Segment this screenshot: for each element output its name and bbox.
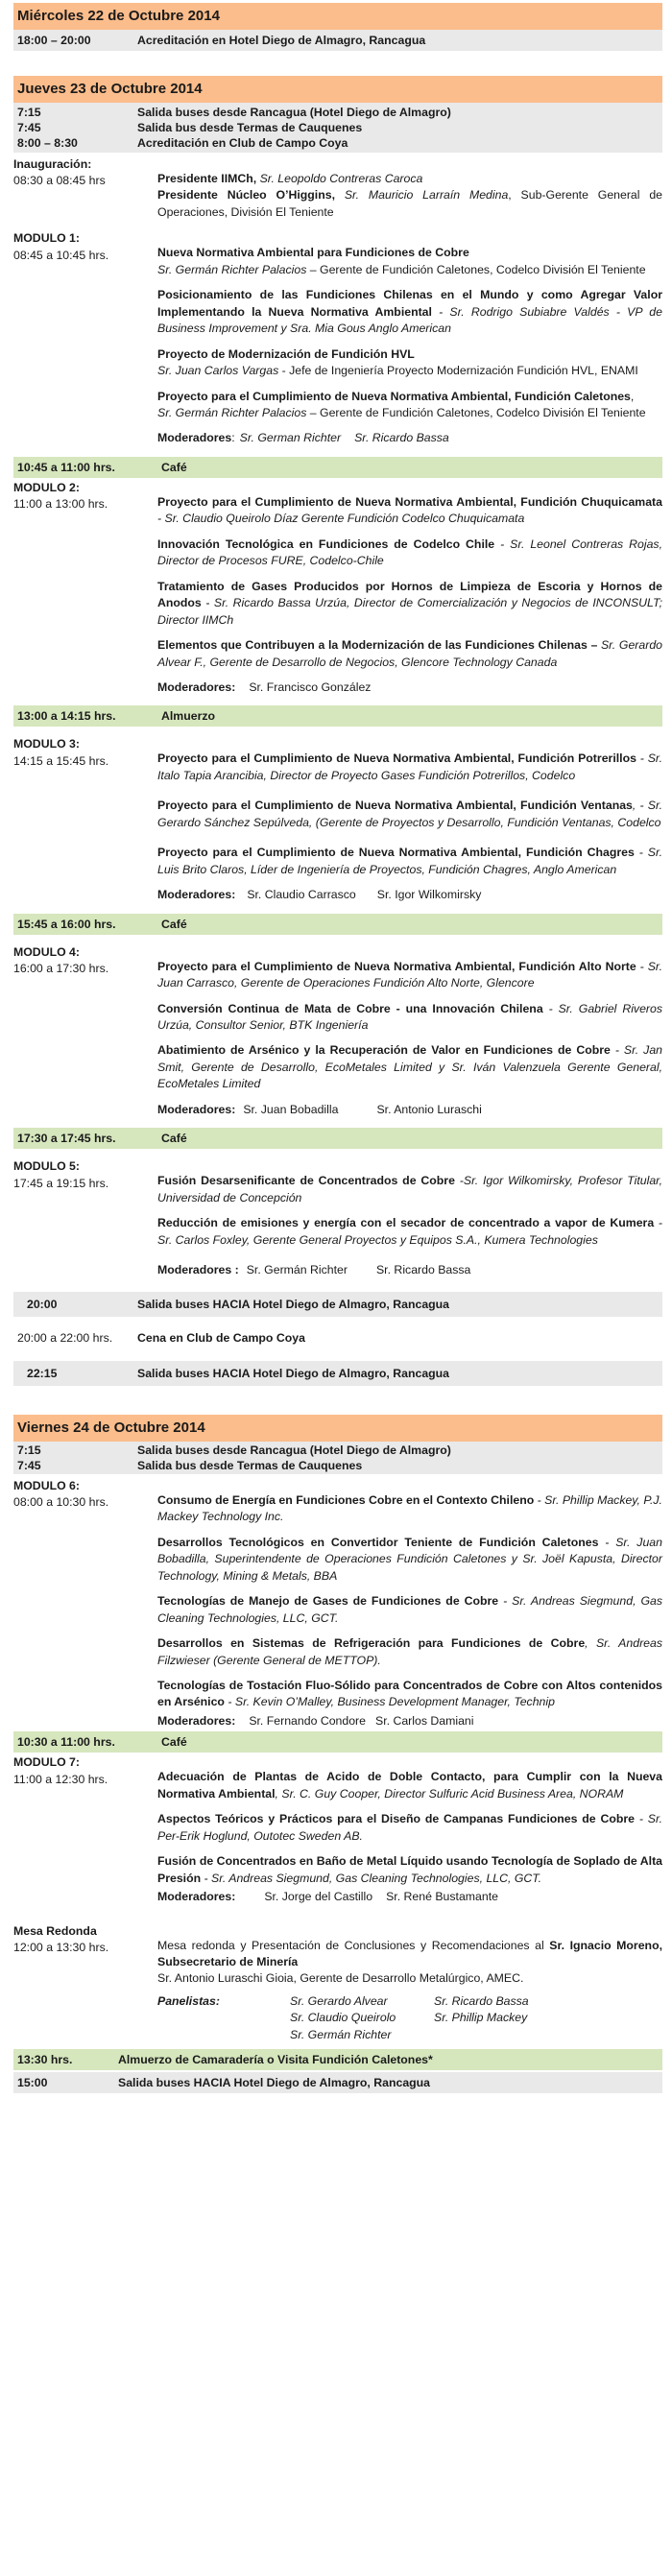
- logistics-row: 8:00 – 8:30 Acreditación en Club de Campo Coya: [17, 136, 348, 150]
- day-header-wednesday: Miércoles 22 de Octubre 2014: [13, 3, 662, 30]
- talk-item: Fusión de Concentrados en Baño de Metal Líquido usando Tecnología de Soplado de Alta Presión - Sr. Andreas Siegmund, Gas Cleaning Technologies, LLC, GCT.: [157, 1854, 662, 1885]
- moderators-row: Moderadores: Sr. Claudio Carrasco Sr. Igor Wilkomirsky: [157, 888, 482, 902]
- talk-item: Innovación Tecnológica en Fundiciones de Codelco Chile - Sr. Leonel Contreras Rojas, Director de Procesos FURE, Codelco-Chile: [157, 537, 662, 568]
- inauguration-item: Presidente Núcleo O’Higgins, Sr. Mauricio Larraín Medina, Sub-Gerente General de Operaciones, División El Teniente: [157, 188, 662, 219]
- module-inauguracion: [13, 156, 662, 221]
- module-1: [13, 230, 662, 451]
- module-label: MODULO 7:: [13, 1755, 80, 1770]
- talk-item: Proyecto para el Cumplimiento de Nueva Normativa Ambiental, Fundición Alto Norte - Sr. Juan Carrasco, Gerente de Operaciones Fundición Alto Norte, Glencore: [157, 959, 662, 990]
- module-label: MODULO 4:: [13, 944, 80, 959]
- module-label: MODULO 3:: [13, 737, 80, 751]
- talk-item: Posicionamiento de las Fundiciones Chilenas en el Mundo y como Agregar Valor Implementando la Nueva Normativa Ambiental - Sr. Rodrigo Subiabre Valdés - VP de Business Improvement y Sra. Mia Gous Anglo American: [157, 288, 662, 336]
- moderators-row: Moderadores : Sr. German Richter Sr. Ricardo Bassa: [157, 431, 449, 445]
- talk-item: Proyecto para el Cumplimiento de Nueva Normativa Ambiental, Fundición Chuquicamata - Sr. Claudio Queirolo Díaz Gerente Fundición Codelco Chuquicamata: [157, 494, 662, 526]
- logistics-row: 7:15 Salida buses desde Rancagua (Hotel Diego de Almagro): [17, 106, 451, 119]
- module-time: 17:45 a 19:15 hrs.: [13, 1176, 109, 1190]
- module-time: 11:00 a 12:30 hrs.: [13, 1772, 108, 1786]
- module-time: 08:00 a 10:30 hrs.: [13, 1495, 109, 1510]
- talk-item: Tecnologías de Tostación Fluo-Sólido para Concentrados de Cobre con Altos contenidos en Arsénico - Sr. Kevin O’Malley, Business Development Manager, Technip: [157, 1679, 662, 1709]
- round-table-host: Sr. Antonio Luraschi Gioia, Gerente de Desarrollo Metalúrgico, AMEC.: [157, 1971, 524, 1986]
- talk-item: Proyecto de Modernización de Fundición HVL Sr. Juan Carlos Vargas - Jefe de Ingeniería Proyecto Modernización Fundición HVL, ENAMI: [157, 346, 638, 378]
- module-4: [13, 944, 662, 1123]
- round-table: [13, 1923, 662, 2044]
- coffee-break-row: 10:45 a 11:00 hrs. Café: [13, 457, 662, 478]
- talk-item: Conversión Continua de Mata de Cobre - una Innovación Chilena - Sr. Gabriel Riveros Urzúa, Consultor Senior, BTK Ingeniería: [157, 1001, 662, 1032]
- talk-item: Tecnologías de Manejo de Gases de Fundiciones de Cobre - Sr. Andreas Siegmund, Gas Cleaning Technologies, LLC, GCT.: [157, 1594, 662, 1625]
- talk-item: Proyecto para el Cumplimiento de Nueva Normativa Ambiental, Fundición Caletones, Sr. Germán Richter Palacios – Gerente de Fundición Caletones, Codelco División El Teniente: [157, 389, 646, 419]
- talk-item: Adecuación de Plantas de Acido de Doble Contacto, para Cumplir con la Nueva Normativa Ambiental, Sr. C. Guy Cooper, Director Sulfuric Acid Business Area, NORAM: [157, 1770, 662, 1801]
- bus-departure-row: 20:00 Salida buses HACIA Hotel Diego de Almagro, Rancagua: [13, 1292, 662, 1317]
- talk-item: Proyecto para el Cumplimiento de Nueva Normativa Ambiental, Fundición Potrerillos - Sr. Italo Tapia Arancibia, Director de Proyecto Gases Fundición Potrerillos, Codelco: [157, 751, 662, 782]
- lunch-row: 13:00 a 14:15 hrs. Almuerzo: [13, 705, 662, 727]
- talk-item: Aspectos Teóricos y Prácticos para el Diseño de Campanas Fundiciones de Cobre - Sr. Per-Erik Hoglund, Outotec Sweden AB.: [157, 1812, 662, 1843]
- logistics-row: 7:45 Salida bus desde Termas de Cauquenes: [17, 121, 363, 134]
- talk-item: Consumo de Energía en Fundiciones Cobre en el Contexto Chileno - Sr. Phillip Mackey, P.J. Mackey Technology Inc.: [157, 1492, 662, 1524]
- module-time: 11:00 a 13:00 hrs.: [13, 497, 108, 512]
- row-text: Acreditación en Hotel Diego de Almagro, Rancagua: [137, 34, 426, 47]
- module-3: [13, 736, 662, 907]
- bus-departure-row: 22:15 Salida buses HACIA Hotel Diego de Almagro, Rancagua: [13, 1361, 662, 1386]
- coffee-break-row: 17:30 a 17:45 hrs. Café: [13, 1128, 662, 1149]
- panelists-block: Panelistas: Sr. Gerardo Alvear Sr. Claudio Queirolo Sr. Germán Richter Sr. Ricardo Bassa Sr. Phillip Mackey: [157, 1993, 529, 2041]
- module-time: 08:30 a 08:45 hrs: [13, 174, 106, 188]
- talk-item: Reducción de emisiones y energía con el secador de concentrado a vapor de Kumera - Sr. Carlos Foxley, Gerente General Proyectos y Equipos S.A., Kumera Technologies: [157, 1216, 662, 1247]
- module-label: Inauguración:: [13, 157, 92, 171]
- dinner-row: 20:00 a 22:00 hrs. Cena en Club de Campo Coya: [17, 1331, 305, 1346]
- talk-item: Elementos que Contribuyen a la Modernización de las Fundiciones Chilenas – Sr. Gerardo Alvear F., Gerente de Desarrollo de Negocios, Glencore Technology Canada: [157, 638, 663, 669]
- logistics-row: 7:45 Salida bus desde Termas de Cauquenes: [17, 1458, 363, 1472]
- day-header-friday: Viernes 24 de Octubre 2014: [13, 1415, 662, 1442]
- round-table-text: Mesa redonda y Presentación de Conclusiones y Recomendaciones al Sr. Ignacio Moreno, Subsecretario de Minería: [157, 1938, 662, 1968]
- moderators-row: Moderadores: Sr. Francisco González: [157, 680, 372, 694]
- talk-item: Abatimiento de Arsénico y la Recuperación de Valor en Fundiciones de Cobre - Sr. Jan Smit, Gerente de Desarrollo, EcoMetales Limited y Sr. Iván Valenzuela Gerente General, EcoMetales Limited: [157, 1043, 663, 1091]
- coffee-break-row: 15:45 a 16:00 hrs. Café: [13, 914, 662, 935]
- module-label: Mesa Redonda: [13, 1923, 97, 1938]
- logistics-row: 7:15 Salida buses desde Rancagua (Hotel Diego de Almagro): [17, 1443, 451, 1457]
- module-time: 16:00 a 17:30 hrs.: [13, 962, 109, 976]
- module-7: [13, 1754, 662, 1909]
- talk-item: Proyecto para el Cumplimiento de Nueva Normativa Ambiental, Fundición Ventanas, - Sr. Gerardo Sánchez Sepúlveda, (Gerente de Proyectos y Desarrollo, Fundición Ventanas, Codelco: [157, 799, 662, 829]
- lunch-row: 13:30 hrs. Almuerzo de Camaradería o Visita Fundición Caletones*: [13, 2049, 662, 2070]
- logistics-block: [13, 1442, 662, 1474]
- inauguration-item: Presidente IIMCh, Sr. Leopoldo Contreras Caroca: [157, 172, 423, 185]
- module-6: [13, 1478, 662, 1731]
- module-label: MODULO 5:: [13, 1159, 80, 1174]
- talk-item: Nueva Normativa Ambiental para Fundiciones de Cobre Sr. Germán Richter Palacios – Gerente de Fundición Caletones, Codelco División El Teniente: [157, 246, 646, 276]
- module-label: MODULO 2:: [13, 480, 80, 494]
- bus-departure-row: 15:00 Salida buses HACIA Hotel Diego de Almagro, Rancagua: [13, 2072, 662, 2093]
- module-label: MODULO 6:: [13, 1478, 80, 1492]
- module-time: 12:00 a 13:30 hrs.: [13, 1941, 109, 1954]
- module-time: 08:45 a 10:45 hrs.: [13, 248, 109, 262]
- talk-item: Tratamiento de Gases Producidos por Hornos de Limpieza de Escoria y Hornos de Anodos - Sr. Ricardo Bassa Urzúa, Director de Comercialización y Negocios de INCONSULT; Director IIMCh: [157, 579, 662, 627]
- talk-item: Desarrollos en Sistemas de Refrigeración para Fundiciones de Cobre, Sr. Andreas Filzwieser (Gerente General de METTOP).: [157, 1636, 662, 1667]
- logistics-block: [13, 103, 662, 153]
- moderators-row: Moderadores: Sr. Jorge del Castillo Sr. René Bustamante: [157, 1890, 498, 1904]
- module-time: 14:15 a 15:45 hrs.: [13, 753, 109, 768]
- coffee-break-row: 10:30 a 11:00 hrs. Café: [13, 1731, 662, 1753]
- moderators-row: Moderadores : Sr. Germán Richter Sr. Ricardo Bassa: [157, 1263, 471, 1277]
- module-5: [13, 1158, 662, 1282]
- talk-item: Proyecto para el Cumplimiento de Nueva Normativa Ambiental, Fundición Chagres - Sr. Luis Brito Claros, Líder de Ingeniería de Proyectos, Fundición Chagres, Anglo American: [157, 846, 662, 876]
- moderators-row: Moderadores: Sr. Fernando Condore Sr. Carlos Damiani: [157, 1713, 474, 1728]
- day-header-thursday: Jueves 23 de Octubre 2014: [13, 76, 662, 103]
- accreditation-row: [13, 30, 662, 51]
- moderators-row: Moderadores: Sr. Juan Bobadilla Sr. Antonio Luraschi: [157, 1102, 482, 1116]
- row-time: 18:00 – 20:00: [17, 34, 91, 47]
- talk-item: Fusión Desarsenificante de Concentrados de Cobre -Sr. Igor Wilkomirsky, Profesor Titular, Universidad de Concepción: [157, 1174, 662, 1205]
- module-label: MODULO 1:: [13, 231, 80, 246]
- module-2: [13, 480, 662, 701]
- talk-item: Desarrollos Tecnológicos en Convertidor Teniente de Fundición Caletones - Sr. Juan Bobadilla, Superintendente de Operaciones Fundición Caletones y Sr. Joël Kapusta, Director Technology, Mining & Metals, BBA: [157, 1535, 662, 1583]
